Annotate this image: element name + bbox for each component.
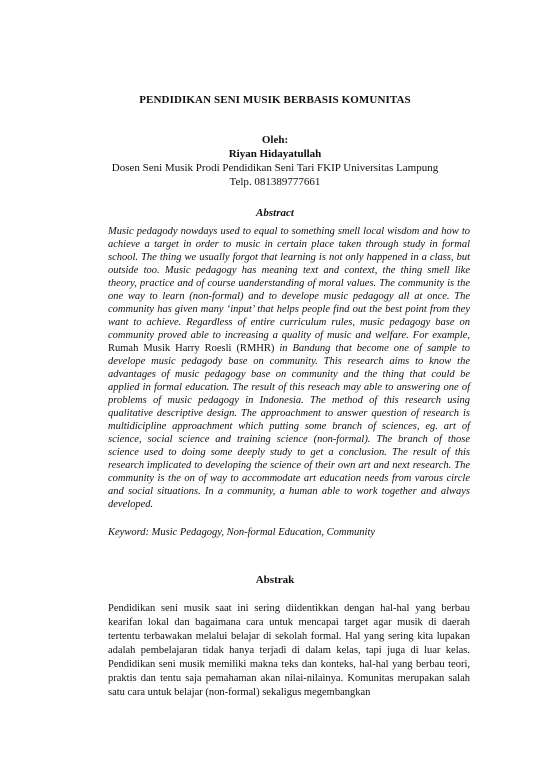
author-affiliation: Dosen Seni Musik Prodi Pendidikan Seni Tari FKIP Universitas Lampung	[111, 162, 439, 174]
author-phone: Telp. 081389777661	[229, 176, 321, 188]
author-name: Riyan Hidayatullah	[228, 148, 322, 160]
author-block	[0, 133, 550, 189]
abstrak-heading: Abstrak	[255, 574, 295, 586]
abstract-example-name: Rumah Musik Harry Roesli (RMHR)	[108, 343, 275, 354]
abstract-text-part1: Music pedagody nowdays used to equal to something smell local wisdom and how to achieve a target in order to music in certain place taken through study in formal school. The thing we usually forgot that learning is not only happened in a class, but outside too. Music pedagogy has meaning text and context, the thing smell like theory, practice and of course uanderstanding of moral values. The community is the one way to learn (non-formal) and to develope music pedagogy all at once. The community has given many ‘input’ that helps people find out the best point from they want to achieve. Regardless of entire curriculum rules, music pedagogy base on community proved able to increasing a quality of music and welfare. For example,	[108, 226, 470, 341]
abstrak-body: Pendidikan seni musik saat ini sering diidentikkan dengan hal-hal yang berbau kearifan lokal dan bagaimana cara untuk mencapai target agar musik di daerah tertentu terbawakan melalui belajar di sekolah formal. Hal yang sering kita lupakan adalah pembelajaran tidak hanya terjadi di dalam kelas, tapi juga di luar kelas. Pendidikan seni musik memiliki makna teks dan konteks, hal-hal yang berbau teori, praktis dan tentu saja pemahaman akan nilai-nilainya. Komunitas merupakan salah satu cara untuk belajar (non-formal) sekaligus megembangkan	[108, 603, 470, 698]
by-label: Oleh:	[261, 134, 289, 146]
abstract-text-part2: in Bandung that become one of sample to develope music pedagody base on community. This research aims to know the advantages of music pedagogy base on community and the thing that could be applied in formal education. The result of this reseach may able to answering one of problems of music pedagogy in Indonesia. The method of this research using qualitative descriptive design. The approachment to answer question of research is multidicipline approachment which putting some branch of sciences, eg. art of science, social science and training science (non-formal). The branch of those science used to doing some deeply study to get a conclusion. The result of this research implicated to developing the science of their own art and next research. The community is the on of way to accommodate art education needs from varous circle and social situations. In a community, a human able to work together and always developed.	[108, 343, 470, 510]
keywords-line: Keyword: Music Pedagogy, Non-formal Education, Community	[108, 527, 376, 538]
paper-title: PENDIDIKAN SENI MUSIK BERBASIS KOMUNITAS	[139, 94, 411, 106]
abstract-heading: Abstract	[256, 207, 294, 219]
abstract-body	[108, 225, 470, 511]
